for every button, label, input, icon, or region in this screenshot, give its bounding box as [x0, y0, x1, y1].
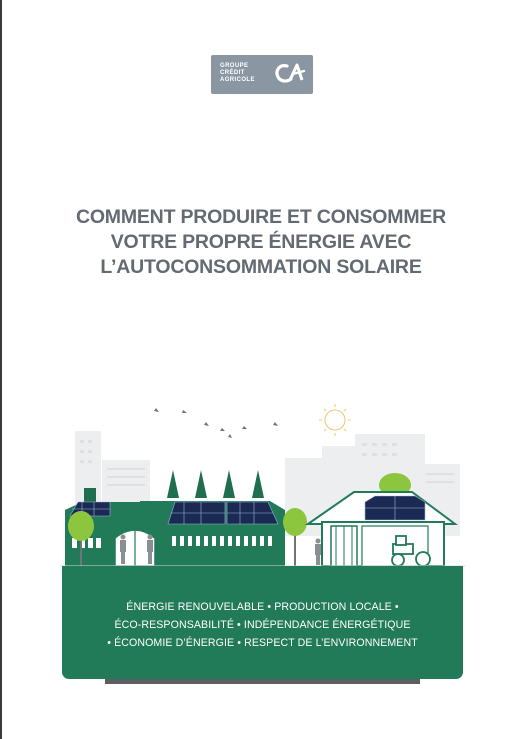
panel-shadow [105, 679, 420, 684]
keywords-line-1: ÉNERGIE RENOUVELABLE • PRODUCTION LOCALE • [126, 601, 399, 613]
title-line-1: COMMENT PRODUIRE ET CONSOMMER [75, 206, 447, 228]
birds-icon [154, 408, 278, 438]
solar-village-illustration [60, 398, 465, 574]
title-line-2: VOTRE PROPRE ÉNERGIE AVEC [110, 231, 412, 253]
logo-text: GROUPE CRÉDIT AGRICOLE [220, 63, 255, 84]
page-title [30, 205, 492, 280]
credit-agricole-logo [211, 55, 313, 94]
page-edge [0, 0, 2, 739]
title-line-3: L’AUTOCONSOMMATION SOLAIRE [100, 256, 422, 278]
sun-icon [319, 404, 351, 436]
keywords-line-3: • ÉCONOMIE D’ÉNERGIE • RESPECT DE L’ENVIRONNEMENT [107, 637, 418, 649]
ca-logo-icon [273, 61, 307, 87]
keywords-panel [62, 566, 463, 679]
keywords-list [62, 598, 463, 652]
keywords-line-2: ÉCO-RESPONSABILITÉ • INDÉPENDANCE ÉNERGÉTIQUE [114, 619, 411, 631]
